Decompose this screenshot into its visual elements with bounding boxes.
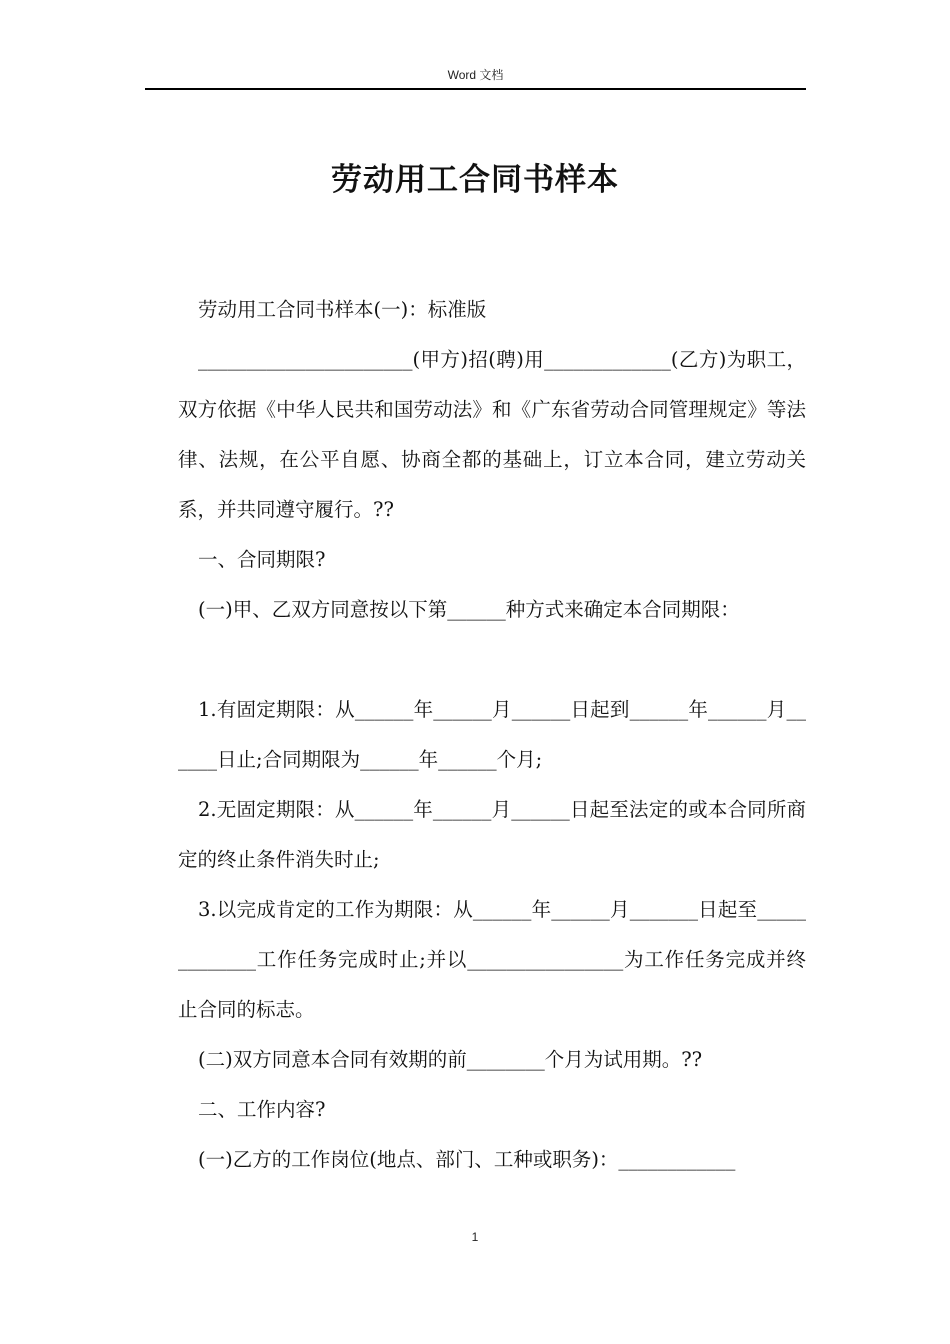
page-number: 1 <box>471 1230 479 1244</box>
paragraph-version-heading: 劳动用工合同书样本(一)：标准版 <box>198 298 487 321</box>
paragraph-section-two-heading: 二、工作内容? <box>198 1098 326 1121</box>
document-title: 劳动用工合同书样本 <box>331 162 619 198</box>
paragraph-fixed-term: 1.有固定期限：从______年______月______日起到______年______月______日止;合同期限为______年______个月; <box>178 698 806 771</box>
paragraph-section-one-heading: 一、合同期限? <box>198 548 326 571</box>
paragraph-term-selection: (一)甲、乙双方同意按以下第______种方式来确定本合同期限： <box>198 598 740 621</box>
paragraph-probation: (二)双方同意本合同有效期的前________个月为试用期。?? <box>198 1048 703 1071</box>
document-body <box>178 285 806 1185</box>
paragraph-task-term: 3.以完成肯定的工作为期限：从______年______月_______日起至_____________工作任务完成时止;并以________________为工作任务完成并终止合同的标志。 <box>178 898 806 1021</box>
paragraph-open-term: 2.无固定期限：从______年______月______日起至法定的或本合同所商定的终止条件消失时止; <box>178 798 806 871</box>
paragraph-job-position: (一)乙方的工作岗位(地点、部门、工种或职务)：____________ <box>198 1148 736 1171</box>
paragraph-preamble: ______________________(甲方)招(聘)用_____________(乙方)为职工，双方依据《中华人民共和国劳动法》和《广东省劳动合同管理规定》等法律、法规，在公平自愿、协商全都的基础上，订立本合同，建立劳动关系，并共同遵守履行。?? <box>178 348 806 521</box>
page-header: Word 文档 <box>145 66 806 90</box>
paragraph-spacer <box>178 635 806 685</box>
